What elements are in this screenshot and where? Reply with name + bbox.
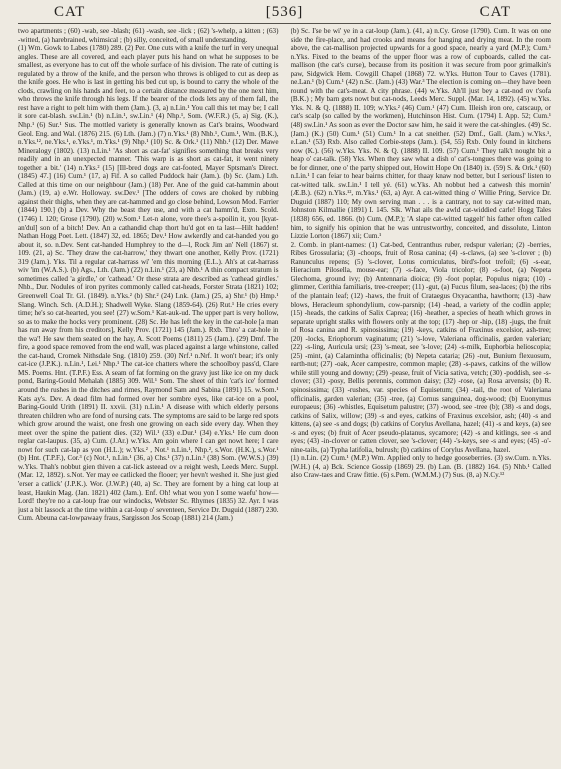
- right-column: [291, 27, 552, 765]
- header-right-word: CAT: [479, 4, 511, 20]
- header-left-word: CAT: [54, 4, 86, 20]
- entry-paragraph: two apartments ; (60) -wab, see -blash; (61) -wash, see -lick ; (62) 's-whelp, a kitten ; (63) -witted, (a) harebrained, whimsical ; (b) silly, conceited, of small understanding.: [18, 27, 279, 44]
- left-column: [18, 27, 279, 765]
- citation-paragraph: (1) n.Lin. (2) Cum.¹ (M.P.) Wm. Applied only to hedge gooseberries. (3) sw.Cum. n.Yks. (W.H.) (4, a) Bck. Science Gossip (1869) 29. (b) Lan. (B. (1882) 164. (5) Nhb.¹ Called also Craw-taes and Craw fittie. (6) s.Pem. (W.M.M.) (7) Sus. (8, a) N.Cy.¹²: [290, 454, 551, 480]
- page-number: [536]: [265, 4, 304, 20]
- citation-paragraph: (b) Sc. I'se be wi' ye in a cat-loup (Jam.). (41, a) n.Cy. Grose (1790). Cum. It was on one side the fire-place, and had crooks and means for hanging and drying meat. In the room above, the cat-mallison projected upwards for a good space, nearly a yard (M.P.); Cum.¹ n.Yks. Fixed to the beams of the upper floor was a row of cupboards, called the cat-mallison (the cat's curse), because from its position it was secure from poor grimalkin's paw, Sidgwick Hem. Cowgill Chapel (1868) 72. w.Yks. Hutton Tour to Caves (1781). ne.Lan.¹ (b) Cum.¹ (42) n.Sc. (Jam.) (43) War.³ The election is coming on—they have been round with the cat's-meat. A city phrase. (44) w.Yks. Ah'll just bey a cat-nod ov t'sofa (B.K.) ; My barn gets nowt but cat-nods, Leeds Merc. Suppl. (Mar. 14, 1892). (45) w.Yks. Yks. N. & Q. (1888) II. 109; w.Yks.² (46) Cum.¹ (47) Cum. Illeish iron ore, catscaup, or cat's scalp (so called by the workmen), Hutchinson Hist. Cum. (1794) I. App. 52; Cum.¹ (48) sw.Lin.¹ As soon as ever the Doctor saw him, he said it were the cat-shingles. (49) Sc. (Jam.) (K.) (50) Cum.¹ (51) Cum.¹ In a cat sneither. (52) Dmf., Gall. (Jam.) w.Yks.¹, e.Lan.¹ (53) Rxb. Also called Corbie-steps (Jam.). (54, 55) Rxb. Only found in kitchens now (K.). (56) w.Yks. Yks. N. & Q. (1888) II. 109. (57) Cum.¹ They talk't nought bit a heap o' cat-talk. (58) Yks. When they saw what a dish o' cat's-tongues there was going to be for dinner, one o' the party shipped out, Howitt Hope On (1840) ix. (59) S. & Ork.¹ (60) n.Lin.¹ I can feiar to hear bairns chitter, for thaay knaw nod better, but I seriousl' listen to cat-witted talk. sw.Lin.¹ I tell yé. (61) w.Yks. Ah nobbut hed a catwesh this mornin' (Æ.B.). (62) n.Yks.¹², m.Yks.¹ (63, a) Ayr. A cat-witted thing o' Willie Pring, Service Dr. Duguid (1887) 110; My own serving man . . . is a cantrary, not to say cat-witted man, Johnston Kilmallie (1891) I. 145. Slk. What ails the awld cat-widdied carle! Hogg Tales (1838) 656, ed. 1866. (b) Cum. (M.P.); 'A slape cat-witted taggelt' his father often called him, to signify his opinion that he was untrustworthy, conceited, and dissolute, Linton Lizzie Lorton (1867) xii; Cum.¹: [290, 27, 551, 241]
- header-rule: [18, 23, 551, 24]
- text-columns: [18, 27, 551, 765]
- page-header: [18, 4, 551, 22]
- citation-paragraph: (1) Wm. Gowk to Labes (1780) 289. (2) Per. One cuts with a knife the turf in very unequal angles. These are all covered, and each player puts his hand on what he supposes to be smallest, as everyone has to cut off the whole surface of his division. The rate of cutting is regulated by a throw of the knife, and the person who throws is obliged to cut as deep as the knife goes. He who is last in getting his bed cut up, is bound to carry the whole of the clods, crawling on his hands and feet, to a certain distance measured by the one next him, who throws the knife through his legs. If the bearer of the clods lets any of them fall, the rest have a right to pelt him with them (Jam.). (3, a) n.Lin.¹ You call this tet may be; I call it sore cat-blash. sw.Lin.¹ (b) n.Lin.¹, sw.Lin.¹ (4) Nhp.¹, Som. (W.F.R.) (5, a) Sig. (K.), Nhp.¹ (6) Sur.¹ Sus. The mottled variety is generally known as Cat's brains, Woodward Geol. Eng. and Wal. (1876) 215. (6) Lth. (Jam.) (7) n.Yks.¹ (8) Nhb.¹, Cum.¹, Wm. (B.K.), n.Yks.¹², ne.Yks.¹, e.Yks.¹, m.Yks.¹ (9) Nhp.¹ (10) Sc. & Ork.¹ (11) Nhb.¹ (12) Der. Mawe Mineralogy (1802). (13) n.Lin.¹ 'As short as cat-fat' signifies something that breaks very readily and in an unexpected manner. 'This warp is as short as cat-fat, it went ninety together a bit.' (14) n.Yks.² (15) [Ill-bred dogs are cat-footed, Mayer Sptsman's Direct. (1845) 47.] (16) Cum.¹ (17, a) Fif. A so called Puddock hair (Jam.). (b) Sc. (Jam.) Lth. Called at this time on our neighbour (Jam.) (18) Per. Ane of the guid cat-hammin about (Jam.) (19, a) e.Wr. Holloway. sw.Dev.¹ [The odders of cows are choked by rubbing against their thighs, when they are cat-hammed and go close behind, Lowson Mod. Farrier (1844) 190.] (b) a Dev. Why the beast they use, and with a cat hamm'd, Exm. Scold. (1746) l. 120; Grose (1790). (20) w.Som.¹ Let-n alone, vore thee's a-spoilin it, you [kyat-an'dul] son of a bitch! Dev. An a cathandid chap thort hu'd got en ta last—Hilt hadden! Nathan Hogg Poet. Lett. (1847) 32, ed. 1865; Dev.¹ How awkerdly and cat-handed you go about it, so. n.Dev. Sent cat-handed Humphrey to the d—l, Rock Jim an' Nell (1867) st. 109. (21, a) Sc. 'They draw the cat-harrow,' they thwart one another, Kelly Prov. (1721) 319 (Jam.). Yks. Til a regular cat-harrass wi' 'em this morning (E.L.). Ah's at cat-harrass wiv 'im (W.A.S.). (b) Ags., Lth. (Jam.) (22) n.Lin.¹ (23, a) Nhb.¹ A thin compact stratum is sometimes called 'a girdle,' or 'cathead.' Or these strata are described as 'cathead girdles.' Nhb., Dur. Nodules of iron pyrites commonly called cat-heads, Forster Strata (1821) 102; Greenwell Coal Tr. Gl. (1849). n.Yks.² (b) Shr.² (24) Lnk. (Jam.) (25, a) Shr.¹ (b) Hmp.¹ Slang. Winch. Sch. (A.D.H.); Shadwell Wyke. Slang (1859-64). (26) Rut.¹ He cries every time; he's so cat-hearted, you see! (27) w.Som.¹ Kat-auk-ud. The upper part is very hollow, so as to make the hocks very prominent. (28) Sc. He has left the key in the cat-hole [a man has run away from his creditors], Kelly Prov. (1721) 145 (Jam.). Rxb. Thro' a cat-hole in the wa'! He saw them seated on the hay, A. Scott Poems (1811) 25 (Jam.). (29) Dmf. The fire, a good space removed from the end wall, was placed against a large whinstone, called the cat-haud, Cromek Nithsdale Sng. (1810) 259. (30) Nrf.¹ n.Nrf. It won't bear; it's only cat-ice (J.P.K.). n.Lin.¹, Lei.¹ Nhp.¹ The cat-ice chatters where the schoolboy pass'd, Clare MS. Poems. Hnt. (T.P.F.) Ess. A seam of fat forming on the gravy just like ice on my duck pond, Baring-Gould Mehalah (1885) 309. Wil.¹ Som. The sheet of thin 'cat's ice' formed around the rushes in the ditches and rimes, Raymond Sam and Sabina (1891) 15. w.Som.¹ Kats ay's. Dev. A dead film had formed over her sombre eyes, like cat-ice on a pool, Baring-Gould Urith (1891) II. xxvii. (31) n.Lin.¹ A disease with which elderly persons threaten children who are fond of nursing cats. The symptoms are said to be large red spots which grow around the waist, one fresh one growing on each side every day. When they meet over the spine the patient dies. (32) Wil.¹ (33) e.Dur.¹ (34) e.Yks.¹ He cum doon reglar cat-laupus. (35, a) Cum. (J.Ar.) w.Yks. Am goin where I can get nowt here; I care nowt for such cat-lap as yon (H.L.); w.Yks.² , Not.¹ n.Lin.¹, Nhp.², s.Wor. (H.K.), s.Wor.¹ (b) Hnt. (T.P.F.), Cor.³ (c) Not.¹, n.Lin.¹ (36, a) Chs.¹ (37) n.Lin.¹ (38) Som. (W.W.S.) (39) w.Yks. Thah's nobbut gien thiven a cat-lick asteead ov a reight wesh, Leeds Merc. Suppl. (Mar. 12, 1892). s.Not. Yer may ee catlicked the flooer; yer hevn't weshed it. She just gied 'erser a catlick' (J.P.K.). Wor. (J.W.P.) (40, a) Sc. They are fornent by a hing cat loup at least, Haukin Mag. (Jan. 1821) 402 (Jam.). Enf. Oh! what wou yon I some waefu' how—Lord! they're no a cat-loup frae our windocks, Webster Sc. Rhymes (1835) 32. Ayr. I was just a bit lassock at the time within a cat-loup o' seventeen, Service Dr. Duguid (1887) 230. Cum. Abeuna cat-lowpawaay fraus, Sargisson Jos Scoap (1881) 214 (Jam.): [18, 44, 279, 523]
- plant-names-paragraph: 2. Comb. in plant-names: (1) Cat-bed, Centranthus ruber, redspur valerian; (2) -berries, Ribes Grossularia; (3) -choops, fruit of Rosa canina; (4) -s-claws, (a) see 's-clover ; (b) Ranunculus repens; (5) 's-clover, Lotus corniculatus, bird's-foot trefoil; (6) -s-ear, Hieracium Pilosella, mouse-ear; (7) -s-face, Viola tricolor; (8) -s-foot, (a) Nepeta Glechoma, ground ivy; (b) Antennaria dioica; (9) -foot poplar, Populus nigra; (10) -glimmer, Cerithia familiaris, tree-creeper; (11) -gut, (a) Fucus filum, sea-laces; (b) the ribs of the plantain leaf; (12) -haws, the fruit of Crataegus Oxyacantha, hawthorn; (13) -haw blows, Heracleum sphondylium, cow-parsnip; (14) -head, a variety of the codlin apple; (15) -heads, the catkins of Salix Caprea; (16) -heather, a species of heath which grows in separate upright stalks with flowers only at the top; (17) -hep or -hip, (18) -jugs, the fruit of Rosa canina and R. spinosissima; (19) -keys, catkins of Fraxinus excelsior, ash-tree; (20) -locks, Eriophorum vaginatum; (21) 's-love, Valeriana officinalis, garden valerian; (22) -s-ling, Auricula ursi; (23) 's-meat, see 's-love; (24) -s-milk, Euphorbia helioscopia; (25) -mint, (a) Calamintha officinalis; (b) Nepeta cataria; (26) -nut, Bunium flexuosum, earth-nut; (27) -oak, Acer campestre, common maple; (28) -s-paws, catkins of the willow while still young and downy; (29) -pease, fruit of Vicia sativa, vetch; (30) -poddish, see -s-clover; (31) -posy, Bellis perennis, common daisy; (32) -rose, (a) Rosa arvensis; (b) R. spinosissima; (33) -rushes, var. species of Equisetum; (34) -tail, the root of Valeriana officinalis, garden valerian; (35) -tree, (a) Cornus sanguinea, dog-wood; (b) Euonymus europaeus; (36) -whistles, Equisetum palustre; (37) -wood, see -tree (b); (38) -s and dogs, catkins of Salix, willow; (39) -s and eyes, catkins of Fraxinus excelsior, ash; (40) -s and kittens, (a) see -s and dogs; (b) catkins of Corylus Avellana, hazel; (41) -s and keys, (a) see -s and eyes; (b) fruit of Acer pseudo-platanus, sycamore; (42) -s and kitlings, see -s and eyes; (43) -in-clover or catten clover, see 's-clover; (44) -'s-keys, see -s and eyes; (45) -o'-nine-tails, (a) Typha latifolia, bulrush; (b) catkins of Corylus Avellana, hazel.: [290, 240, 551, 454]
